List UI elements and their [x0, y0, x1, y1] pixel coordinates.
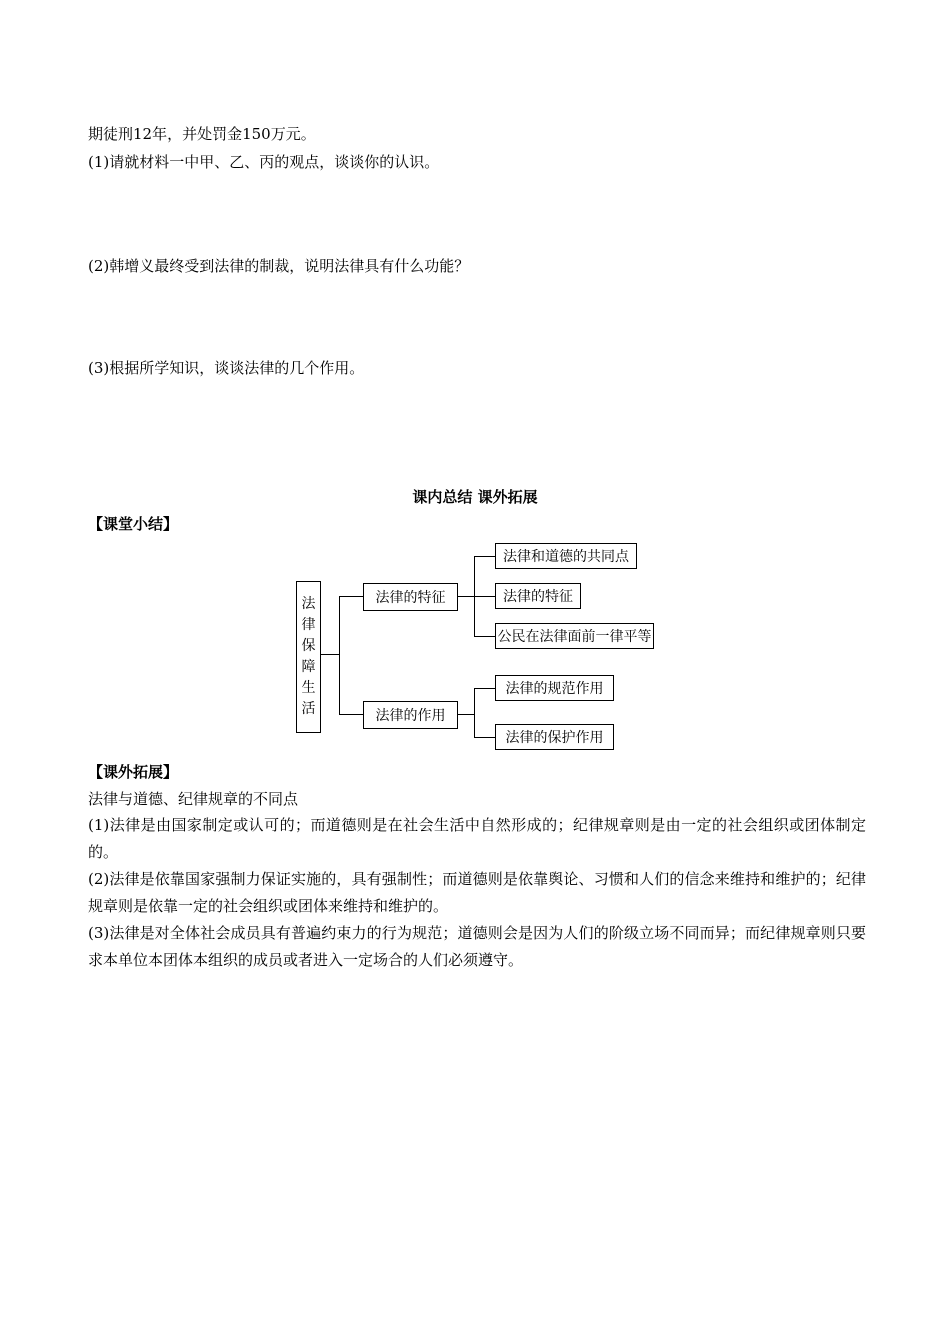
- connector: [474, 636, 495, 637]
- root-char: 保: [301, 638, 316, 654]
- leaf-node: 法律的特征: [495, 583, 581, 609]
- connector: [474, 737, 495, 738]
- connector: [474, 596, 495, 597]
- connector: [458, 714, 474, 715]
- root-char: 生: [301, 680, 316, 696]
- extension-point-1: (1)法律是由国家制定或认可的；而道德则是在社会生活中自然形成的；纪律规章则是由一定的社会组织或团体制定的。: [88, 816, 866, 861]
- summary-heading: 【课堂小结】: [88, 515, 179, 533]
- leaf-node: 法律的规范作用: [495, 675, 614, 701]
- root-char: 障: [301, 659, 316, 675]
- question-1: (1)请就材料一中甲、乙、丙的观点，谈谈你的认识。: [88, 153, 440, 171]
- extension-point-2: (2)法律是依靠国家强制力保证实施的，具有强制性；而道德则是依靠舆论、习惯和人们的信念来维持和维护的；纪律规章则是依靠一定的社会组织或团体来维持和维护的。: [88, 870, 866, 915]
- connector: [474, 688, 475, 737]
- root-char: 律: [301, 617, 316, 633]
- question-2: (2)韩增义最终受到法律的制裁，说明法律具有什么功能？: [88, 257, 470, 275]
- extension-subtitle: 法律与道德、纪律规章的不同点: [88, 790, 299, 808]
- root-char: 法: [301, 596, 316, 612]
- connector: [458, 596, 474, 597]
- connector: [339, 596, 363, 597]
- connector: [474, 688, 495, 689]
- leaf-node: 法律的保护作用: [495, 724, 614, 750]
- connector: [474, 556, 495, 557]
- question-3: (3)根据所学知识，谈谈法律的几个作用。: [88, 359, 365, 377]
- connector: [339, 596, 340, 714]
- section-title: 课内总结 课外拓展: [412, 488, 538, 506]
- connector: [339, 714, 363, 715]
- branch-node-features: 法律的特征: [363, 583, 458, 611]
- extension-heading: 【课外拓展】: [88, 763, 179, 781]
- connector: [321, 654, 339, 655]
- branch-node-functions: 法律的作用: [363, 701, 458, 729]
- leaf-node: 公民在法律面前一律平等: [495, 623, 654, 649]
- root-node: [296, 581, 321, 733]
- extension-point-3: (3)法律是对全体社会成员具有普遍约束力的行为规范；道德则会是因为人们的阶级立场不同而异；而纪律规章则只要求本单位本团体本组织的成员或者进入一定场合的人们必须遵守。: [88, 924, 866, 969]
- leaf-node: 法律和道德的共同点: [495, 543, 637, 569]
- root-char: 活: [301, 701, 316, 717]
- text-line-sentence: 期徒刑12年，并处罚金150万元。: [88, 125, 316, 143]
